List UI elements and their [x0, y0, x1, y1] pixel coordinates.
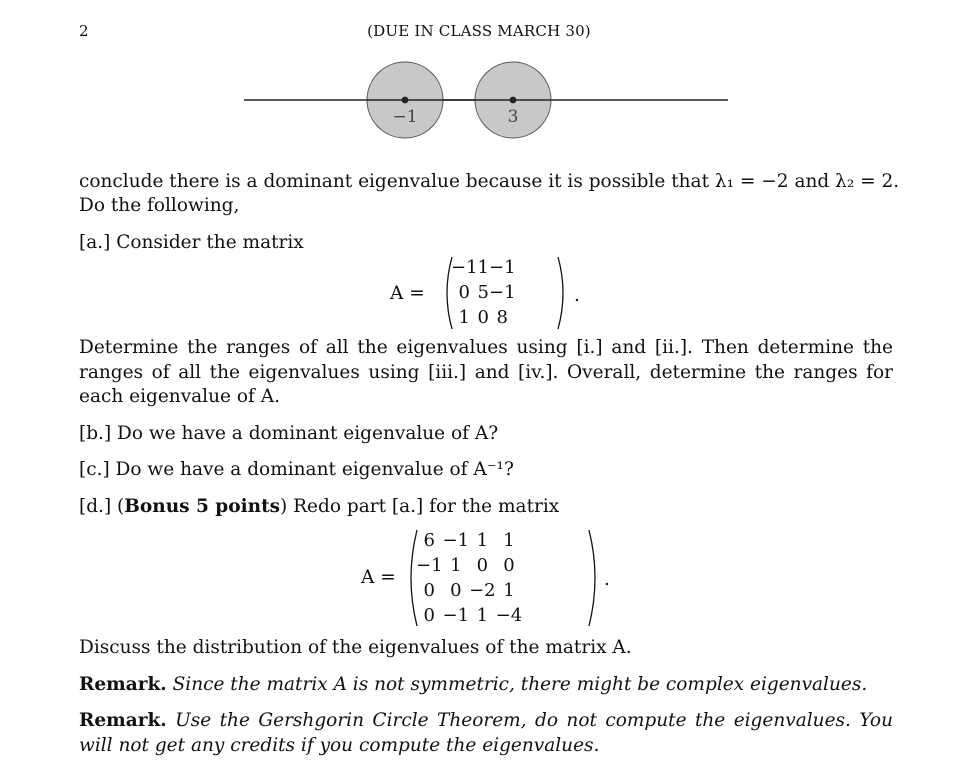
page-header: (DUE IN CLASS MARCH 30)	[367, 22, 591, 40]
part-c: [c.] Do we have a dominant eigenvalue of A⁻¹?	[79, 459, 514, 480]
page-number: 2	[79, 22, 89, 40]
matrix-a-row: 1 0 8	[458, 307, 508, 328]
matrix-a-period: .	[574, 285, 580, 306]
matrix-d-label: A =	[361, 567, 396, 588]
matrix-d-row: 0 −1 1 −4	[423, 605, 523, 626]
part-a-description: Determine the ranges of all the eigenvalues using [i.] and [ii.]. Then determine the ranges of all the eigenvalues using [iii.] and [iv.]. Overall, determine the ranges for each eigenvalue of A.	[79, 337, 893, 407]
part-a-label: [a.] Consider the matrix	[79, 232, 304, 253]
gershgorin-circles-figure	[230, 58, 740, 143]
remark-2: Remark. Use the Gershgorin Circle Theorem, do not compute the eigenvalues. You will not get any credits if you compute the eigenvalues.	[79, 710, 893, 756]
disc-center-1	[402, 97, 409, 104]
disc-center-2	[510, 97, 517, 104]
part-d-discussion: Discuss the distribution of the eigenvalues of the matrix A.	[79, 637, 632, 658]
intro-line-1: conclude there is a dominant eigenvalue because it is possible that λ₁ = −2 and λ₂ = 2.	[79, 171, 900, 192]
matrix-a-row: 0 5 −1	[458, 282, 516, 303]
matrix-a-label: A =	[390, 283, 425, 304]
matrix-d-row: 6 −1 1 1	[423, 530, 515, 551]
intro-line-2: Do the following,	[79, 195, 240, 216]
part-d-label: [d.] (Bonus 5 points) Redo part [a.] for the matrix	[79, 496, 560, 517]
disc-label-2: 3	[507, 107, 519, 127]
matrix-d-row: 0 0 −2 1	[423, 580, 515, 601]
disc-label-1: −1	[392, 107, 418, 127]
part-b: [b.] Do we have a dominant eigenvalue of A?	[79, 423, 499, 444]
matrix-a-row: −1 1 −1	[451, 257, 516, 278]
remark-1: Remark. Since the matrix A is not symmetric, there might be complex eigenvalues.	[79, 674, 868, 695]
matrix-d-row: −1 1 0 0	[416, 555, 515, 576]
matrix-d-period: .	[604, 569, 610, 590]
